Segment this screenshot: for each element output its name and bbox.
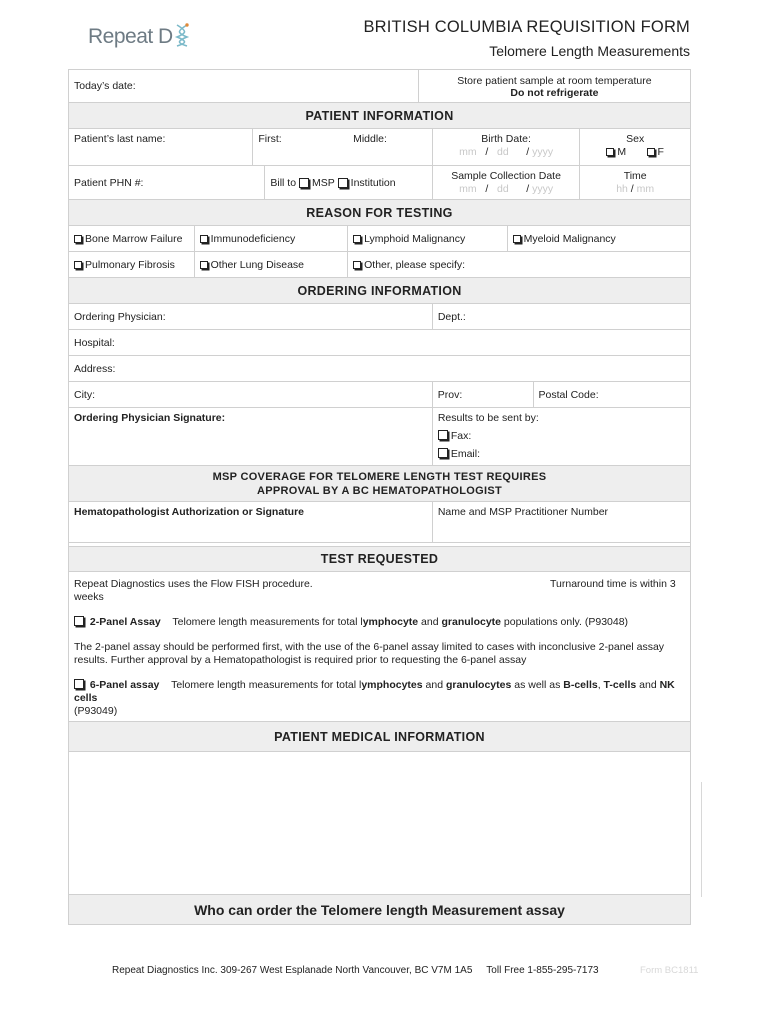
reason-heading: REASON FOR TESTING (68, 200, 691, 226)
slash: / (485, 146, 489, 158)
collection-date-label: Sample Collection Date (451, 170, 561, 182)
physician-field[interactable] (69, 304, 433, 329)
panel6-comma: , (597, 679, 604, 691)
who-can-order-heading: Who can order the Telomere length Measurement assay (68, 895, 691, 925)
phn-field[interactable] (69, 166, 265, 199)
panel6-label: 6-Panel assay (89, 679, 160, 691)
time-mm-placeholder: mm (636, 183, 655, 195)
reason-option[interactable] (69, 226, 195, 251)
medical-heading: PATIENT MEDICAL INFORMATION (68, 722, 691, 752)
turnaround-text: Turnaround time is within 3 (550, 578, 676, 590)
signature-label: Ordering Physician Signature: (74, 412, 226, 424)
margin-line (701, 782, 702, 897)
dept-field[interactable] (433, 304, 690, 329)
institution-checkbox[interactable] (338, 178, 348, 188)
msp-heading (68, 466, 691, 502)
sex-f-checkbox[interactable] (647, 148, 655, 156)
form-subtitle: Telomere Length Measurements (489, 43, 690, 59)
reason-label: Other Lung Disease (210, 258, 304, 271)
results-label: Results to be sent by: (437, 412, 539, 424)
panel6-mid: as well as (511, 679, 564, 691)
email-label: Email: (450, 448, 481, 460)
reason-option[interactable] (195, 226, 349, 251)
other-checkbox[interactable] (353, 261, 361, 269)
slash: / (526, 146, 530, 158)
hematopathologist-signature-field[interactable] (69, 502, 433, 542)
form-number: Form BC1811 (640, 965, 699, 976)
panel2-checkbox[interactable] (74, 616, 84, 626)
panel2-and: and (418, 616, 442, 628)
birth-date-field[interactable] (433, 129, 581, 165)
ordering-heading: ORDERING INFORMATION (68, 278, 691, 304)
reason-row-1 (68, 226, 691, 252)
reason-label: Myeloid Malignancy (523, 232, 616, 245)
footer-toll-free: Toll Free 1-855-295-7173 (486, 965, 599, 976)
phn-label: Patient PHN #: (74, 176, 144, 189)
logo-text: Repeat D (88, 25, 173, 48)
storage-note (419, 70, 690, 102)
postal-label: Postal Code: (538, 388, 599, 401)
patient-phn-row (68, 166, 691, 200)
form-title: BRITISH COLUMBIA REQUISITION FORM (363, 18, 690, 36)
panel6-bcells: B-cells (563, 679, 598, 691)
panel-note: The 2-panel assay should be performed first, with the use of the 6-panel assay limited to cases with inconclusive 2-panel assay results. Further approval by a Hematopathologist is required prior to requesting the 6-panel assay (74, 641, 665, 666)
immunodeficiency-checkbox[interactable] (200, 235, 208, 243)
panel2-lymphocyte: ymphocyte (362, 616, 419, 628)
todays-date-field[interactable] (69, 70, 419, 102)
slash: / (630, 183, 634, 195)
birth-dd-placeholder: dd (497, 146, 509, 158)
test-body (68, 572, 691, 722)
collection-yyyy-placeholder: yyyy (532, 183, 554, 195)
panel6-checkbox[interactable] (74, 679, 84, 689)
panel6-and2: and (636, 679, 660, 691)
physician-signature-field[interactable] (69, 408, 433, 465)
panel6-and: and (422, 679, 446, 691)
reason-label: Bone Marrow Failure (85, 232, 183, 245)
first-name-label: First: (258, 133, 282, 145)
reason-option[interactable] (348, 226, 507, 251)
time-label: Time (623, 170, 647, 182)
bill-to-label: Bill to (270, 176, 297, 189)
panel6-code: (P93049) (74, 705, 118, 717)
myeloid-checkbox[interactable] (513, 235, 521, 243)
weeks-text: weeks (74, 591, 104, 603)
panel2-option (69, 608, 690, 633)
collection-date-field[interactable] (433, 166, 581, 199)
address-label: Address: (74, 362, 116, 375)
msp-checkbox[interactable] (299, 178, 309, 188)
collection-dd-placeholder: dd (497, 183, 509, 195)
physician-row (68, 304, 691, 330)
requisition-form (68, 69, 691, 925)
panel6-lymphocytes: ymphocytes (361, 679, 423, 691)
msp-label: MSP (311, 176, 335, 189)
sex-m-label: M (617, 146, 627, 158)
msp-heading-line2: APPROVAL BY A BC HEMATOPATHOLOGIST (256, 484, 503, 497)
store-note: Store patient sample at room temperature (457, 75, 652, 87)
reason-label: Lymphoid Malignancy (364, 232, 466, 245)
company-logo (88, 23, 191, 53)
reason-label: Immunodeficiency (210, 232, 296, 245)
panel2-granulocyte: granulocyte (441, 616, 501, 628)
time-hh-placeholder: hh (616, 183, 628, 195)
bone-marrow-checkbox[interactable] (74, 235, 82, 243)
todays-date-label: Today’s date: (74, 80, 136, 92)
sex-f-label: F (657, 146, 664, 158)
msp-practitioner-field[interactable] (433, 502, 690, 542)
msp-heading-line1: MSP COVERAGE FOR TELOMERE LENGTH TEST REQUIRES (212, 470, 547, 483)
panel2-label: 2-Panel Assay (89, 616, 161, 628)
fax-label: Fax: (450, 430, 472, 442)
panel6-nkcells: NK cells (74, 679, 675, 704)
birth-yyyy-placeholder: yyyy (532, 146, 554, 158)
hospital-field[interactable] (69, 330, 690, 355)
auth-label: Hematopathologist Authorization or Signature (74, 506, 305, 518)
slash: / (526, 183, 530, 195)
dept-label: Dept.: (437, 310, 466, 323)
hospital-row (68, 330, 691, 356)
sex-label: Sex (626, 133, 645, 145)
city-row (68, 382, 691, 408)
postal-field[interactable] (534, 382, 691, 407)
reason-option[interactable] (348, 252, 690, 277)
reason-option[interactable] (69, 252, 195, 277)
panel6-tcells: T-cells (603, 679, 637, 691)
refrigerate-note: Do not refrigerate (510, 87, 599, 99)
prov-label: Prov: (437, 388, 463, 401)
date-row (68, 69, 691, 103)
slash: / (485, 183, 489, 195)
last-name-field[interactable] (69, 129, 253, 165)
bill-to-field (265, 166, 432, 199)
test-intro-text: Repeat Diagnostics uses the Flow FISH procedure. (74, 578, 313, 590)
reason-option[interactable] (195, 252, 349, 277)
time-field[interactable] (580, 166, 690, 199)
signature-row (68, 408, 691, 466)
panel6-text: Telomere length measurements for total l (171, 679, 362, 691)
fax-checkbox[interactable] (438, 430, 448, 440)
reason-option[interactable] (508, 226, 690, 251)
footer-address: Repeat Diagnostics Inc. 309-267 West Esplanade North Vancouver, BC V7M 1A5 (112, 965, 473, 976)
first-name-field[interactable] (253, 129, 348, 165)
panel6-granulocytes: granulocytes (445, 679, 512, 691)
panel2-text: Telomere length measurements for total l (172, 616, 363, 628)
practitioner-label: Name and MSP Practitioner Number (437, 506, 609, 518)
patient-name-row (68, 129, 691, 166)
hospital-label: Hospital: (74, 336, 115, 349)
pulmonary-checkbox[interactable] (74, 261, 82, 269)
birth-date-label: Birth Date: (481, 133, 531, 145)
lymphoid-checkbox[interactable] (353, 235, 361, 243)
birth-mm-placeholder: mm (459, 146, 477, 158)
medical-info-field[interactable] (68, 752, 691, 895)
footer (112, 965, 599, 976)
collection-mm-placeholder: mm (459, 183, 477, 195)
middle-name-label: Middle: (353, 133, 387, 145)
panel2-end: populations only. (P93048) (501, 616, 629, 628)
test-heading: TEST REQUESTED (68, 546, 691, 572)
reason-label: Other, please specify: (364, 258, 466, 271)
middle-name-field[interactable] (348, 129, 433, 165)
address-field[interactable] (69, 356, 690, 381)
dna-helix-icon (173, 23, 191, 47)
city-label: City: (74, 388, 95, 401)
physician-label: Ordering Physician: (74, 310, 166, 323)
results-delivery (433, 408, 690, 465)
reason-label: Pulmonary Fibrosis (85, 258, 175, 271)
last-name-label: Patient’s last name: (74, 133, 166, 145)
other-lung-checkbox[interactable] (200, 261, 208, 269)
prov-field[interactable] (433, 382, 534, 407)
patient-info-heading: PATIENT INFORMATION (68, 103, 691, 129)
sex-field (580, 129, 690, 165)
email-checkbox[interactable] (438, 448, 448, 458)
city-field[interactable] (69, 382, 433, 407)
address-row (68, 356, 691, 382)
reason-row-2 (68, 252, 691, 278)
test-intro (69, 572, 690, 608)
sex-m-checkbox[interactable] (606, 148, 614, 156)
panel6-option (69, 671, 690, 722)
institution-label: Institution (350, 176, 396, 189)
msp-auth-row (68, 502, 691, 543)
